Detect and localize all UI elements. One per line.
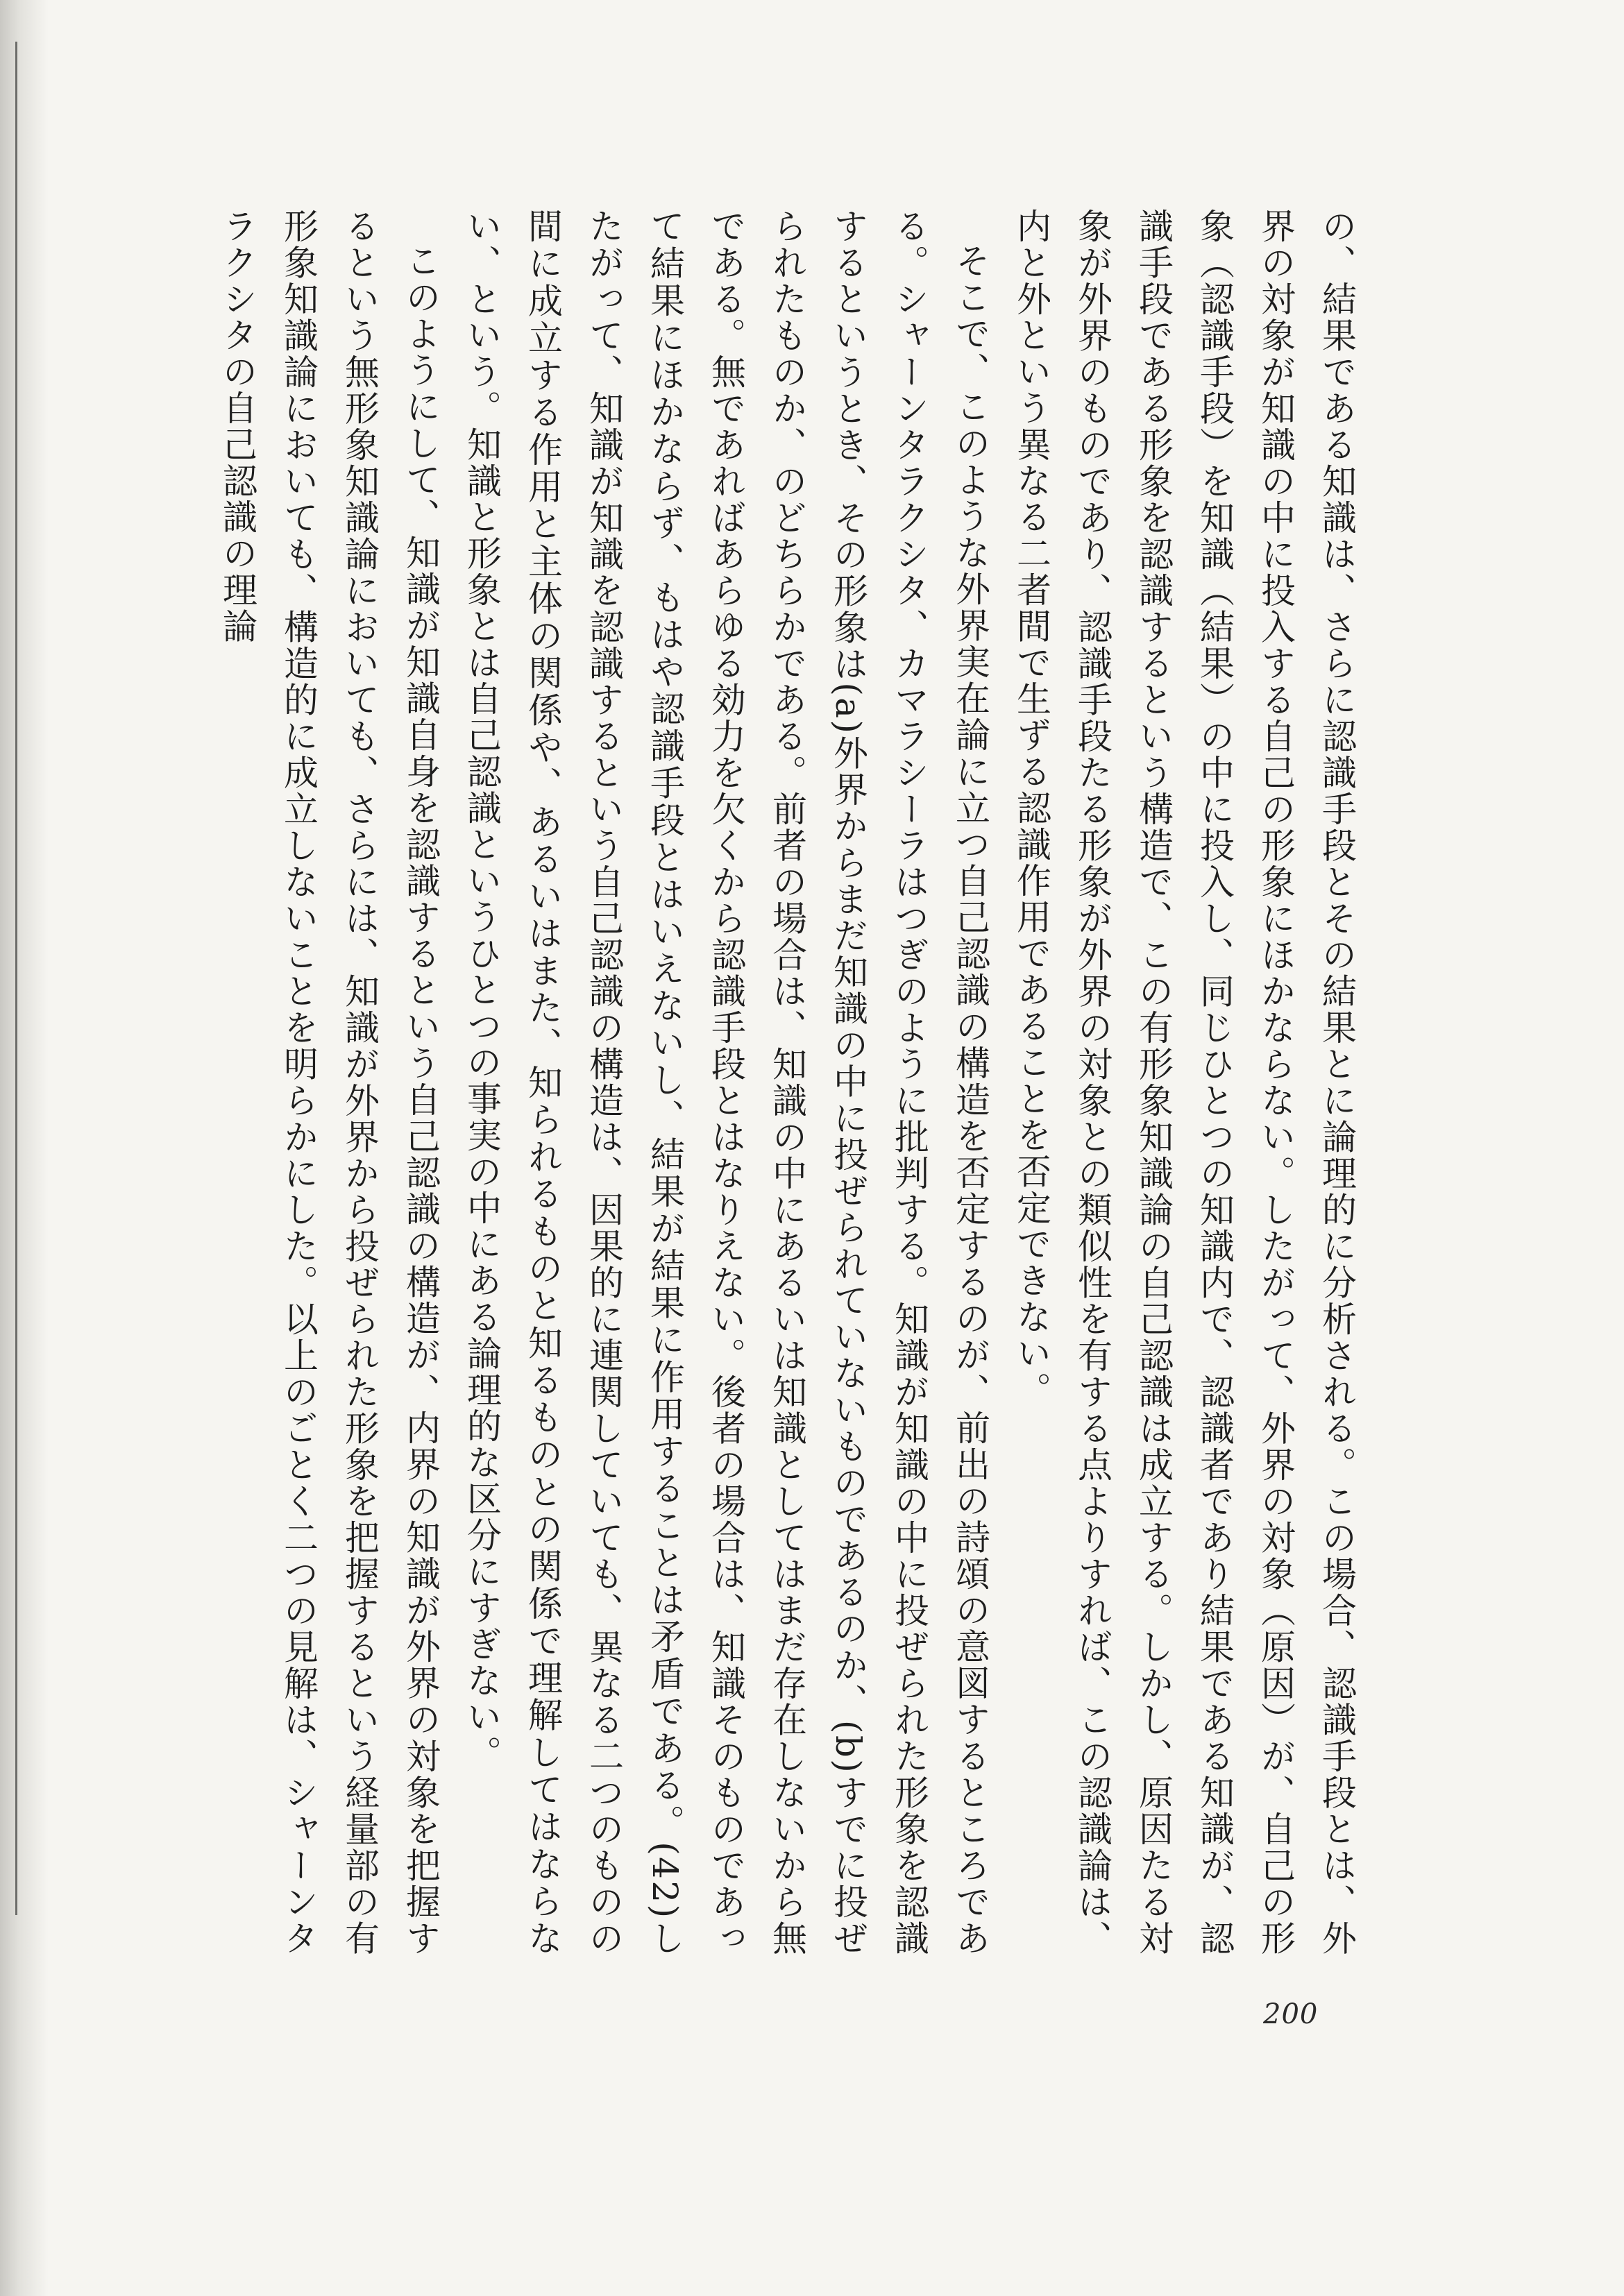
page-edge-shadow xyxy=(0,0,49,2296)
paragraph-2: そこで、このような外界実在論に立つ自己認識の構造を否定するのが、前出の詩頌の意図するところである。シャーンタラクシタ、カマラシーラはつぎのように批判する。知識が知識の中に投ぜられた形象を認識するというとき、その形象は(a)外界からまだ知識の中に投ぜられていないものであるのか、(b)すでに投ぜられたものか、のどちらかである。前者の場合は、知識の中にあるいは知識としてはまだ存在しないから無である。無であればあらゆる効力を欠くから認識手段とはなりえない。後者の場合は、知識そのものであって結果にほかならず、もはや認識手段とはいえないし、結果が結果に作用することは矛盾である。(42)したがって、知識が知識を認識するという自己認識の構造は、因果的に連関していても、異なる二つのものの間に成立する作用と主体の関係や、あるいはまた、知られるものと知るものとの関係で理解してはならない、という。知識と形象とは自己認識というひとつの事実の中にある論理的な区分にすぎない。 xyxy=(462,208,990,1957)
paragraph-1: の、結果である知識は、さらに認識手段とその結果とに論理的に分析される。この場合、認識手段とは、外界の対象が知識の中に投入する自己の形象にほかならない。したがって、外界の対象（原因）が、自己の形象（認識手段）を知識（結果）の中に投入し、同じひとつの知識内で、認識者であり結果である知識が、認識手段である形象を認識するという構造で、この有形象知識論の自己認識は成立する。しかし、原因たる対象が外界のものであり、認識手段たる形象が外界の対象との類似性を有する点よりすれば、この認識論は、内と外という異なる二者間で生ずる認識作用であることを否定できない。 xyxy=(1011,208,1357,1957)
paragraph-3: このようにして、知識が知識自身を認識するという自己認識の構造が、内界の知識が外界の対象を把握するという無形象知識論においても、さらには、知識が外界から投ぜられた形象を把握するという経量部の有形象知識論においても、構造的に成立しないことを明らかにした。以上のごとく二つの見解は、シャーンタラクシタの自己認識の理論 xyxy=(217,208,441,1957)
page-body xyxy=(217,208,1367,1957)
binding-line xyxy=(15,42,17,1915)
vertical-text-block xyxy=(207,208,1367,1957)
page-number: 200 xyxy=(1263,1998,1319,2030)
